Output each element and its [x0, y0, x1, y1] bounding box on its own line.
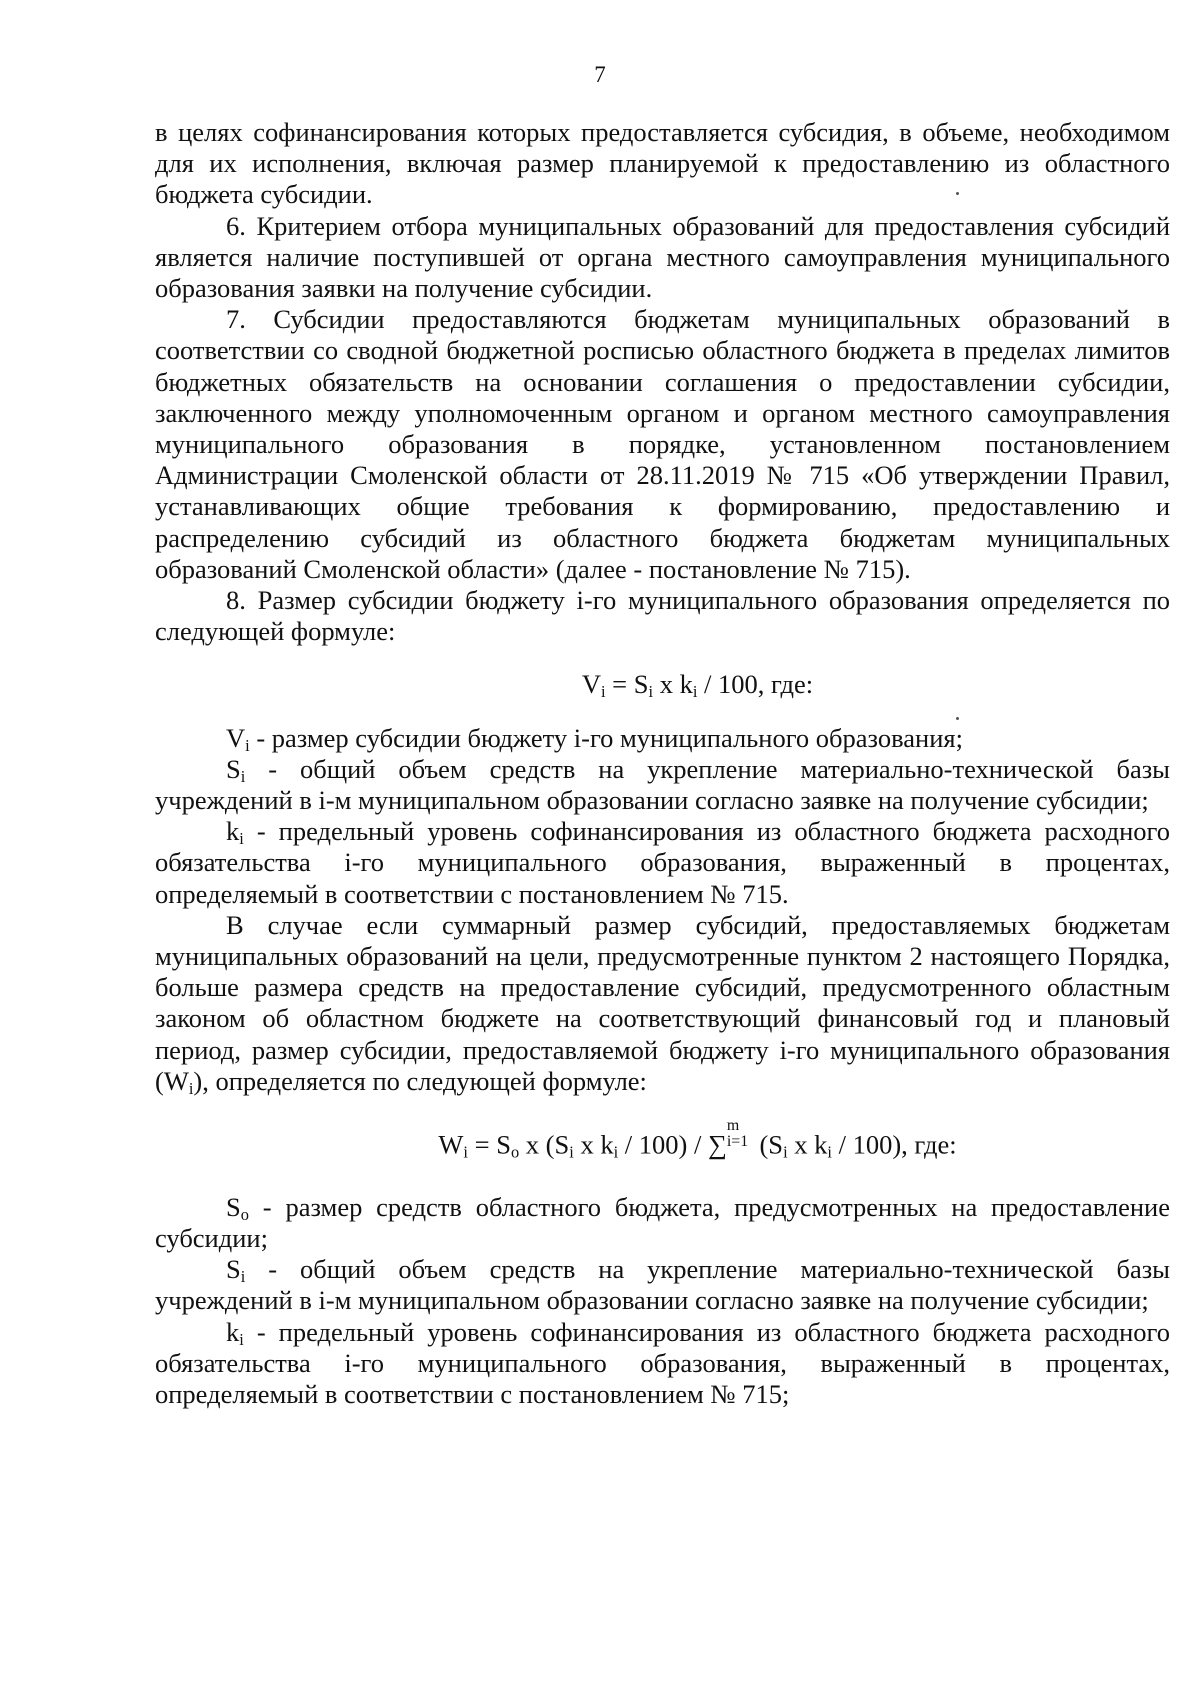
definition-si: $S_i$ - общий объем средств на укрепление материально-технической базы учреждений в i-м муниципальном образовании согласно заявке на получение субсидии; [155, 753, 1170, 816]
formula-wi: $W_i = S_o$ x ($S_i$ x $k_i / 100$) / ∑ m i=1 ($S_i$ x $k_i / 100$), где: [438, 1117, 957, 1162]
paragraph-item-7: 7. Субсидии предоставляются бюджетам муниципальных образований в соответствии со сводной бюджетной росписью областного бюджета в пределах лимитов бюджетных обязательств на основании соглашения о предоставлении субсидии, заключенного между уполномоченным органом и органом местного самоуправления муниципального образования в порядке, установленном постановлением Администрации Смоленской области от 28.11.2019 № 715 «Об утверждении Правил, устанавливающих общие требования к формированию, предоставлению и распределению субсидий из областного бюджета бюджетам муниципальных образований Смоленской области» (далее - постановление № 715). [155, 304, 1170, 584]
definition-ki-2: $k_i$ - предельный уровень софинансирования из областного бюджета расходного обязательства i-го муниципального образования, выраженный в процентах, определяемый в соответствии с постановлением № 715; [155, 1316, 1170, 1410]
formula-vi: $V_i = S_i$ x $k_i / 100$, где: [581, 669, 814, 702]
definition-so: $S_o$ - размер средств областного бюджета, предусмотренных на предоставление субсидии; [155, 1191, 1170, 1253]
formula-symbol: V [581, 669, 601, 700]
paragraph-item-6: 6. Критерием отбора муниципальных образований для предоставления субсидий является наличие поступившей от органа местного самоуправления муниципального образования заявки на получение субсидии. [155, 210, 1170, 304]
definition-vi: $V_i$ - размер субсидии бюджету i-го муниципального образования; [226, 722, 963, 755]
formula-symbol: W [438, 1129, 464, 1160]
definition-si-2: $S_i$ - общий объем средств на укрепление материально-технической базы учреждений в i-м муниципальном образовании согласно заявке на получение субсидии; [155, 1254, 1170, 1316]
page-number: 7 [594, 62, 606, 87]
paragraph-continuation: в целях софинансирования которых предоставляется субсидия, в объеме, необходимом для их исполнения, включая размер планируемой к предоставлению из областного бюджета субсидии. [155, 117, 1170, 210]
paragraph-case: В случае если суммарный размер субсидий, предоставляемых бюджетам муниципальных образований на цели, предусмотренные пунктом 2 настоящего Порядка, больше размера средств на предоставление субсидий, предусмотренного областным законом об областном бюджете на соответствующий финансовый год и плановый период, размер субсидии, предоставляемой бюджету i-го муниципального образования $(W_i)$, определяется по следующей формуле: [155, 909, 1170, 1098]
summation-sign: ∑ m i=1 [707, 1117, 749, 1160]
document-body [155, 117, 1170, 1410]
paragraph-item-8: 8. Размер субсидии бюджету i-го муниципального образования определяется по следующей формуле: [155, 585, 1170, 647]
definition-ki: $k_i$ - предельный уровень софинансирования из областного бюджета расходного обязательства i-го муниципального образования, выраженный в процентах, определяемый в соответствии с постановлением № 715. [155, 816, 1170, 909]
